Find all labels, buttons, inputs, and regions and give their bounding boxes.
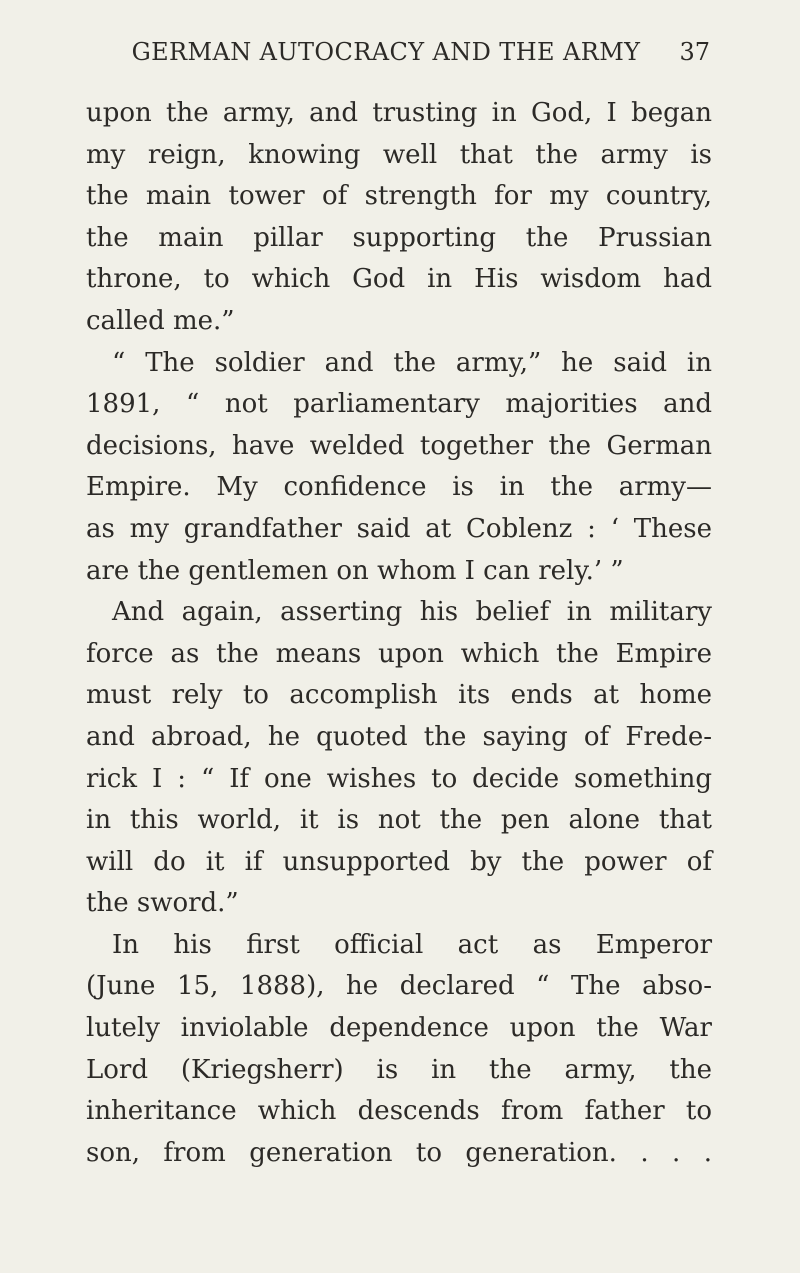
text-line: upon the army, and trusting in God, I began <box>86 98 712 128</box>
text-line: son, from generation to generation. . . . <box>86 1137 712 1168</box>
body-text <box>86 93 712 1174</box>
text-line: in this world, it is not the pen alone that <box>86 805 712 836</box>
text-line: as my grandfather said at Coblenz : ‘ These <box>86 513 712 544</box>
text-line: are the gentlemen on whom I can rely.’ ” <box>86 555 624 586</box>
text-line: the main tower of strength for my country, <box>86 181 712 212</box>
text-line: And again, asserting his belief in military <box>112 597 712 628</box>
text-line: (June 15, 1888), he declared “ The abso- <box>86 971 712 1002</box>
text-line: “ The soldier and the army,” he said in <box>112 347 712 378</box>
text-line: my reign, knowing well that the army is <box>86 139 712 170</box>
text-line: must rely to accomplish its ends at home <box>86 680 712 711</box>
text-line: the main pillar supporting the Prussian <box>86 222 712 253</box>
text-line: In his first official act as Emperor <box>112 929 712 960</box>
page-number: 37 <box>679 38 710 66</box>
running-head <box>86 38 710 78</box>
text-line: and abroad, he quoted the saying of Frede- <box>86 721 712 752</box>
text-line: rick I : “ If one wishes to decide something <box>86 763 712 794</box>
text-line: throne, to which God in His wisdom had <box>86 264 712 295</box>
text-line: inheritance which descends from father to <box>86 1096 712 1127</box>
text-line: Lord (Kriegsherr) is in the army, the <box>86 1054 712 1085</box>
text-line: will do it if unsupported by the power of <box>86 846 712 877</box>
text-line: the sword.” <box>86 888 239 919</box>
text-line: 1891, “ not parliamentary majorities and <box>86 389 712 420</box>
running-head-title: GERMAN AUTOCRACY AND THE ARMY <box>131 38 641 66</box>
text-line: Empire. My confidence is in the army— <box>86 472 712 503</box>
text-line: decisions, have welded together the German <box>86 430 712 461</box>
text-line: called me.” <box>86 305 235 336</box>
text-line: lutely inviolable dependence upon the War <box>86 1013 712 1044</box>
text-line: force as the means upon which the Empire <box>86 638 712 669</box>
